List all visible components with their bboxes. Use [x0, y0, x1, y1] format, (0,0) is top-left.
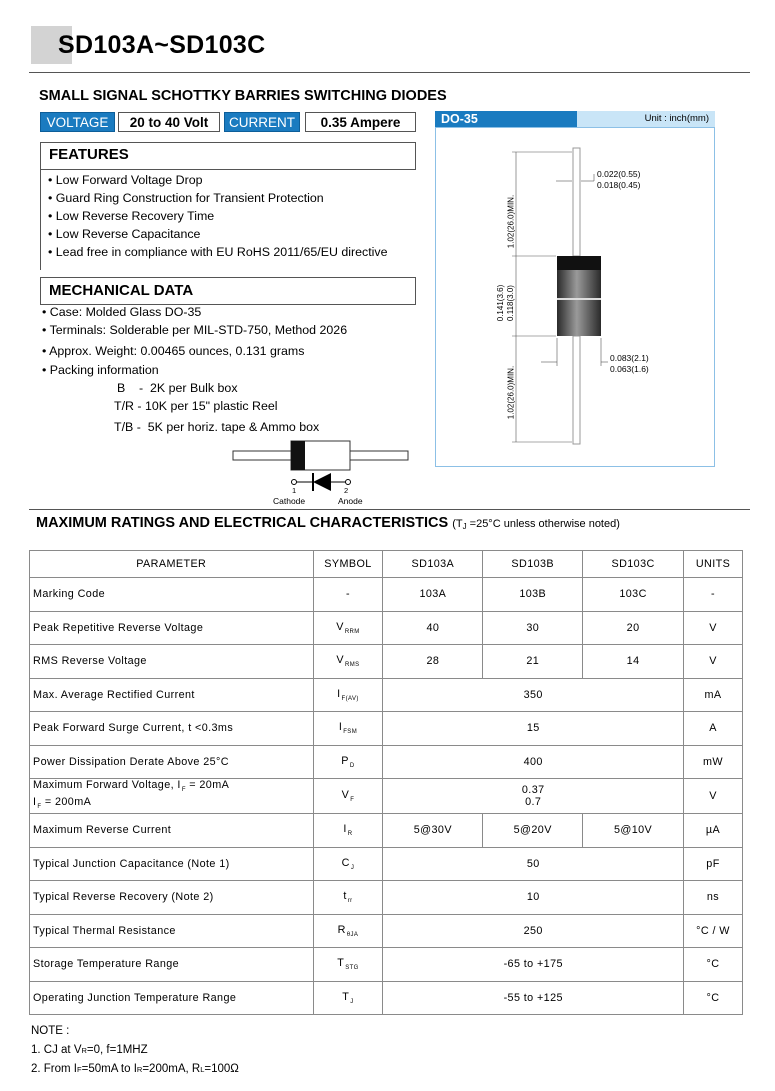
row-unit: ns [684, 881, 743, 915]
row-value: 20 [583, 611, 684, 645]
row-unit: - [684, 578, 743, 612]
table-row [30, 712, 743, 746]
table-row [30, 847, 743, 881]
row-symbol: $V_{RMS}$ [313, 645, 383, 679]
row-unit: °C / W [684, 914, 743, 948]
row-unit: mA [684, 678, 743, 712]
packing-item: T/B - 5K per horiz. tape & Ammo box [114, 420, 320, 434]
row-value: 15 [383, 712, 684, 746]
row-value: 10 [383, 881, 684, 915]
ratings-table [29, 550, 743, 1015]
row-parameter: Maximum Forward Voltage, $I_F = 20mA$ $I_F = 200mA$ [30, 779, 314, 814]
row-unit: µA [684, 814, 743, 848]
do35-dimension-drawing [436, 128, 714, 466]
table-row [30, 745, 743, 779]
table-row [30, 814, 743, 848]
row-unit: V [684, 611, 743, 645]
row-parameter: RMS Reverse Voltage [30, 645, 314, 679]
table-row [30, 981, 743, 1015]
table-row [30, 881, 743, 915]
header-sd103c: SD103C [583, 551, 684, 578]
list-item: • Low Reverse Recovery Time [48, 209, 215, 223]
table-row [30, 611, 743, 645]
lead-diameter-dim: 0.022(0.55) 0.018(0.45) [597, 169, 641, 190]
list-item: • Low Reverse Capacitance [48, 227, 201, 241]
list-item: • Approx. Weight: 0.00465 ounces, 0.131 grams [42, 344, 305, 358]
row-symbol: $I_{F(AV)}$ [313, 678, 383, 712]
current-label-badge: CURRENT [224, 112, 300, 132]
table-row [30, 948, 743, 982]
table-header-row [30, 551, 743, 578]
row-unit: °C [684, 981, 743, 1015]
row-value: 28 [383, 645, 483, 679]
voltage-label-badge: VOLTAGE [40, 112, 115, 132]
list-item: • Lead free in compliance with EU RoHS 2011/65/EU directive [48, 245, 388, 259]
row-parameter: Typical Junction Capacitance (Note 1) [30, 847, 314, 881]
ratings-title: MAXIMUM RATINGS AND ELECTRICAL CHARACTERISTICS (TJ =25°C unless otherwise noted) [36, 515, 620, 531]
voltage-value-badge: 20 to 40 Volt [118, 112, 220, 132]
table-row [30, 578, 743, 612]
cathode-label: Cathode [273, 496, 306, 506]
header-units: UNITS [684, 551, 743, 578]
row-value: -55 to +125 [383, 981, 684, 1015]
row-unit: V [684, 779, 743, 814]
row-parameter: Maximum Reverse Current [30, 814, 314, 848]
row-value: 0.37 0.7 [383, 779, 684, 814]
list-item: • Packing information [42, 363, 159, 377]
row-value: 5@30V [383, 814, 483, 848]
notes [31, 1022, 239, 1080]
top-lead-length-dim: 1.02(26.0)MIN. [506, 194, 516, 249]
list-item: • Low Forward Voltage Drop [48, 173, 203, 187]
current-value-badge: 0.35 Ampere [305, 112, 416, 132]
list-item: • Terminals: Solderable per MIL-STD-750, Method 2026 [42, 323, 348, 337]
row-parameter: Max. Average Rectified Current [30, 678, 314, 712]
note-2: 2. From IF=50mA to IR=200mA, RL=100Ω [31, 1063, 239, 1075]
row-parameter: Operating Junction Temperature Range [30, 981, 314, 1015]
row-value: 21 [483, 645, 583, 679]
row-value: 50 [383, 847, 684, 881]
row-value: 14 [583, 645, 684, 679]
anode-label: Anode [338, 496, 363, 506]
row-symbol: $P_D$ [313, 745, 383, 779]
pin2-number: 2 [344, 486, 349, 495]
row-value: 103B [483, 578, 583, 612]
header-sd103a: SD103A [383, 551, 483, 578]
list-item: • Case: Molded Glass DO-35 [42, 305, 202, 319]
row-unit: mW [684, 745, 743, 779]
table-row [30, 779, 743, 814]
note-1: 1. CJ at VR=0, f=1MHZ [31, 1043, 148, 1056]
section-divider [29, 509, 750, 510]
row-value: 103C [583, 578, 684, 612]
row-value: 5@20V [483, 814, 583, 848]
header-sd103b: SD103B [483, 551, 583, 578]
row-value: 40 [383, 611, 483, 645]
page-title: SD103A~SD103C [58, 31, 266, 59]
package-unit: Unit : inch(mm) [577, 111, 715, 127]
bottom-lead-length-dim: 1.02(26.0)MIN. [506, 365, 516, 420]
row-parameter: Storage Temperature Range [30, 948, 314, 982]
packing-item: B - 2K per Bulk box [117, 381, 238, 395]
row-value: 350 [383, 678, 684, 712]
package-name: DO-35 [435, 111, 577, 127]
table-row [30, 645, 743, 679]
row-value: 5@10V [583, 814, 684, 848]
row-parameter: Typical Thermal Resistance [30, 914, 314, 948]
row-symbol: $V_F$ [313, 779, 383, 814]
row-symbol: - [313, 578, 383, 612]
row-parameter: Typical Reverse Recovery (Note 2) [30, 881, 314, 915]
row-symbol: $T_{STG}$ [313, 948, 383, 982]
row-value: 250 [383, 914, 684, 948]
packing-item: T/R - 10K per 15" plastic Reel [114, 399, 278, 413]
row-symbol: $I_R$ [313, 814, 383, 848]
title-divider [29, 72, 750, 73]
row-symbol: $R_{\theta JA}$ [313, 914, 383, 948]
table-row [30, 678, 743, 712]
header-symbol: SYMBOL [313, 551, 383, 578]
list-item: • Guard Ring Construction for Transient Protection [48, 191, 324, 205]
mechanical-title: MECHANICAL DATA [49, 282, 194, 299]
row-symbol: $t_{rr}$ [313, 881, 383, 915]
table-row [30, 914, 743, 948]
row-unit: pF [684, 847, 743, 881]
row-symbol: $T_J$ [313, 981, 383, 1015]
body-diameter-dim: 0.083(2.1) 0.063(1.6) [610, 353, 649, 374]
row-symbol: $C_J$ [313, 847, 383, 881]
features-title: FEATURES [49, 146, 129, 163]
row-value: 103A [383, 578, 483, 612]
row-symbol: $V_{RRM}$ [313, 611, 383, 645]
page-subtitle: SMALL SIGNAL SCHOTTKY BARRIES SWITCHING DIODES [39, 88, 447, 104]
row-value: 30 [483, 611, 583, 645]
body-length-dim: 0.141(3.6) 0.118(3.0) [496, 284, 515, 322]
diode-outline-figure [225, 436, 415, 508]
row-value: 400 [383, 745, 684, 779]
notes-title: NOTE : [31, 1025, 70, 1037]
row-parameter: Marking Code [30, 578, 314, 612]
row-parameter: Peak Repetitive Reverse Voltage [30, 611, 314, 645]
row-parameter: Power Dissipation Derate Above 25°C [30, 745, 314, 779]
row-symbol: $I_{FSM}$ [313, 712, 383, 746]
header-parameter: PARAMETER [30, 551, 314, 578]
row-value: -65 to +175 [383, 948, 684, 982]
pin1-number: 1 [292, 486, 297, 495]
row-parameter: Peak Forward Surge Current, t <0.3ms [30, 712, 314, 746]
row-unit: V [684, 645, 743, 679]
row-unit: °C [684, 948, 743, 982]
row-unit: A [684, 712, 743, 746]
